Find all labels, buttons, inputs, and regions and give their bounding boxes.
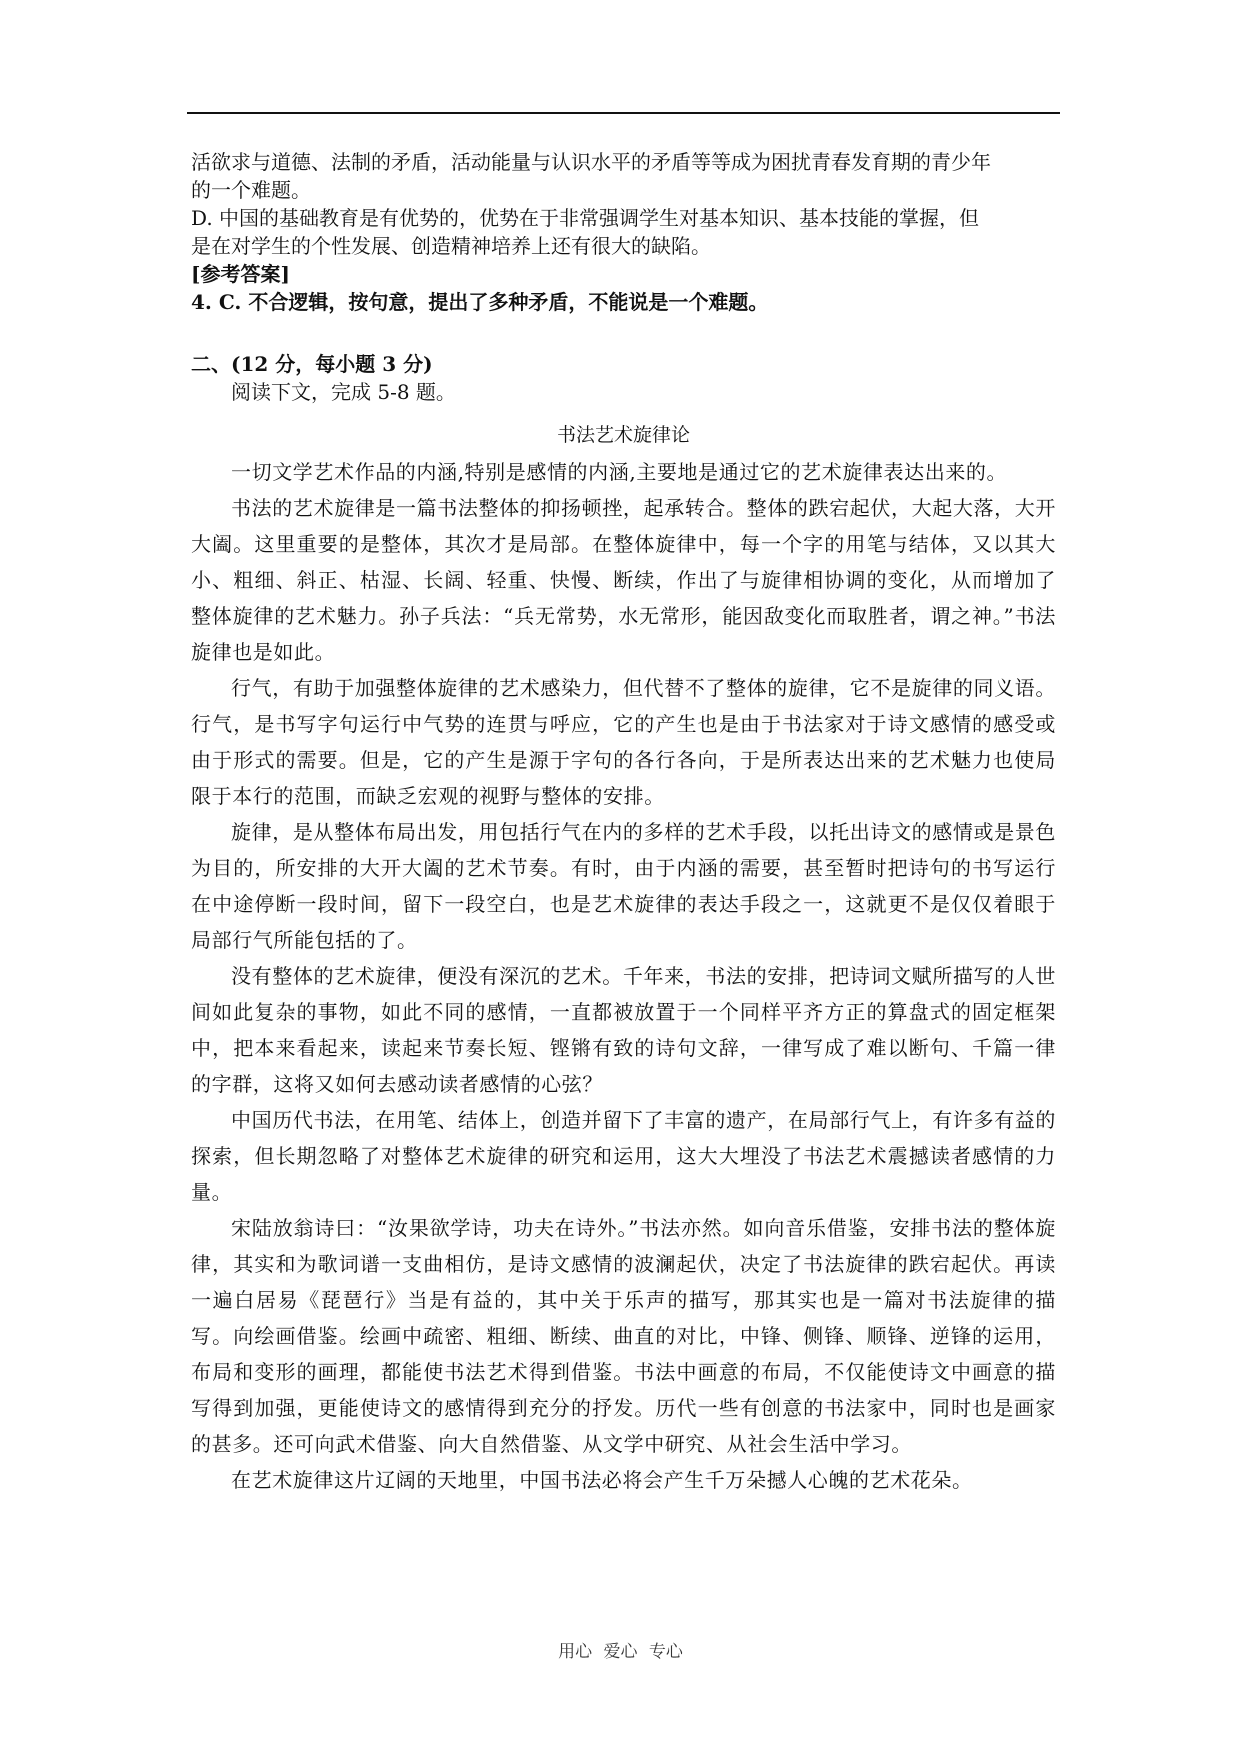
article-paragraph: 行气，有助于加强整体旋律的艺术感染力，但代替不了整体的旋律，它不是旋律的同义语。行气，是书写字句运行中气势的连贯与呼应，它的产生也是由于书法家对于诗文感情的感受或由于形式的需要。但是，它的产生是源于字句的各行各向，于是所表达出来的艺术魅力也使局限于本行的范围，而缺乏宏观的视野与整体的安排。 <box>191 676 1056 808</box>
option-d-line: D. 中国的基础教育是有优势的，优势在于非常强调学生对基本知识、基本技能的掌握，但 <box>191 206 980 230</box>
body-text-line: 活欲求与道德、法制的矛盾，活动能量与认识水平的矛盾等等成为困扰青春发育期的青少年 <box>191 150 991 174</box>
article-paragraph: 旋律，是从整体布局出发，用包括行气在内的多样的艺术手段，以托出诗文的感情或是景色为目的，所安排的大开大阖的艺术节奏。有时，由于内涵的需要，甚至暂时把诗句的书写运行在中途停断一段时间，留下一段空白，也是艺术旋律的表达手段之一，这就更不是仅仅着眼于局部行气所能包括的了。 <box>191 820 1056 952</box>
answer-label: [参考答案] <box>191 262 290 286</box>
article-paragraph: 中国历代书法，在用笔、结体上，创造并留下了丰富的遗产，在局部行气上，有许多有益的探索，但长期忽略了对整体艺术旋律的研究和运用，这大大埋没了书法艺术震撼读者感情的力量。 <box>191 1108 1056 1204</box>
section-instruction: 阅读下文，完成 5-8 题。 <box>231 380 456 404</box>
page-content <box>191 148 1056 1498</box>
header-rule <box>187 112 1060 114</box>
page-footer: 用心 爱心 专心 <box>558 1642 683 1662</box>
article-paragraph: 宋陆放翁诗曰：“汝果欲学诗，功夫在诗外。”书法亦然。如向音乐借鉴，安排书法的整体旋律，其实和为歌词谱一支曲相仿，是诗文感情的波澜起伏，决定了书法旋律的跌宕起伏。再读一遍白居易《琵琶行》当是有益的，其中关于乐声的描写，那其实也是一篇对书法旋律的描写。向绘画借鉴。绘画中疏密、粗细、断续、曲直的对比，中锋、侧锋、顺锋、逆锋的运用，布局和变形的画理，都能使书法艺术得到借鉴。书法中画意的布局，不仅能使诗文中画意的描写得到加强，更能使诗文的感情得到充分的抒发。历代一些有创意的书法家中，同时也是画家的甚多。还可向武术借鉴、向大自然借鉴、从文学中研究、从社会生活中学习。 <box>191 1216 1056 1456</box>
article-paragraph: 在艺术旋律这片辽阔的天地里，中国书法必将会产生千万朵撼人心魄的艺术花朵。 <box>231 1468 973 1492</box>
article-paragraph: 一切文学艺术作品的内涵,特别是感情的内涵,主要地是通过它的艺术旋律表达出来的。 <box>231 460 1008 484</box>
answer-text: 4. C. 不合逻辑，按句意，提出了多种矛盾，不能说是一个难题。 <box>191 290 769 314</box>
article-title: 书法艺术旋律论 <box>556 424 690 446</box>
option-d-line: 是在对学生的个性发展、创造精神培养上还有很大的缺陷。 <box>191 234 711 258</box>
body-text-line: 的一个难题。 <box>191 178 311 202</box>
article-paragraph: 书法的艺术旋律是一篇书法整体的抑扬顿挫，起承转合。整体的跌宕起伏，大起大落，大开大阖。这里重要的是整体，其次才是局部。在整体旋律中，每一个字的用笔与结体，又以其大小、粗细、斜正、枯湿、长阔、轻重、快慢、断续，作出了与旋律相协调的变化，从而增加了整体旋律的艺术魅力。孙子兵法：“兵无常势，水无常形，能因敌变化而取胜者，谓之神。”书法旋律也是如此。 <box>191 496 1056 664</box>
section-heading: 二、(12 分，每小题 3 分) <box>191 352 433 376</box>
article-paragraph: 没有整体的艺术旋律，便没有深沉的艺术。千年来，书法的安排，把诗词文赋所描写的人世间如此复杂的事物，如此不同的感情，一直都被放置于一个同样平齐方正的算盘式的固定框架中，把本来看起来，读起来节奏长短、铿锵有致的诗句文辞，一律写成了难以断句、千篇一律的字群，这将又如何去感动读者感情的心弦？ <box>191 964 1056 1096</box>
